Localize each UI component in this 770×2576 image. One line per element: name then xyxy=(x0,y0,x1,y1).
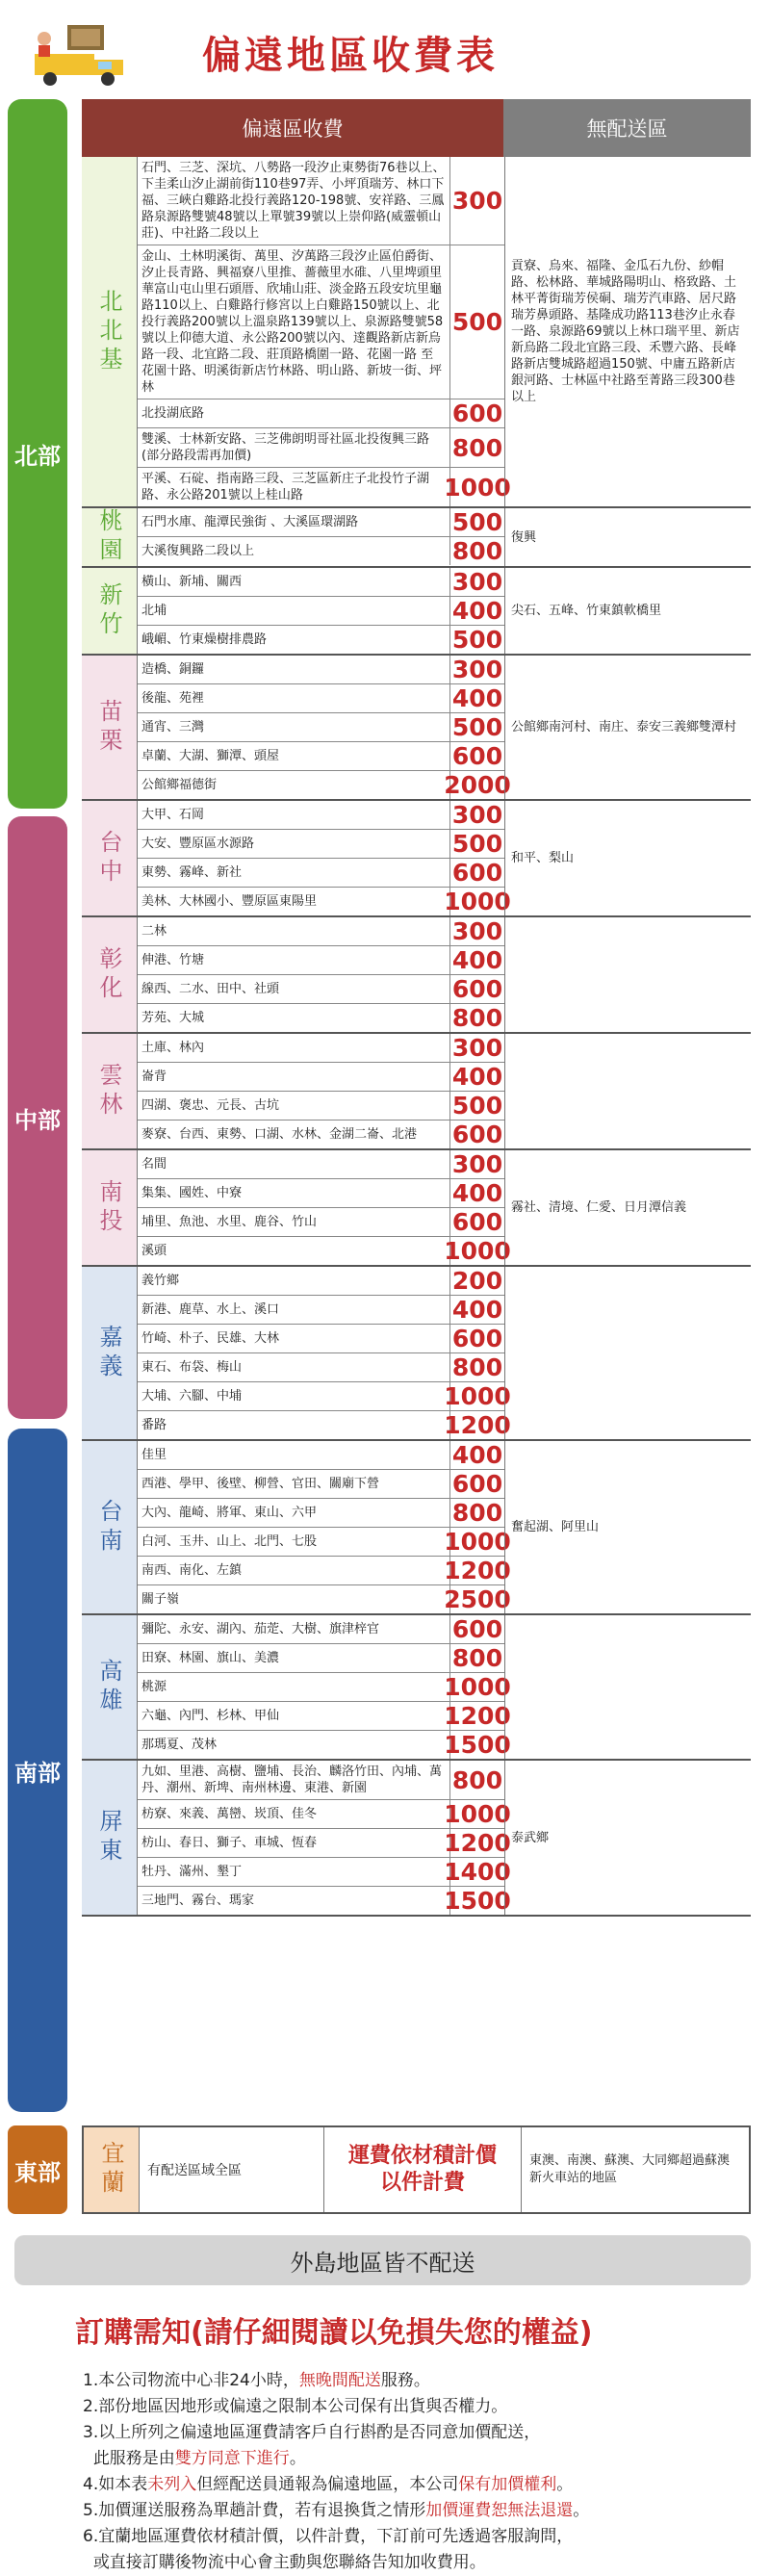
city-group xyxy=(82,568,751,656)
east-area: 有配送區域全區 xyxy=(140,2127,324,2212)
notice-item: 3.以上所列之偏遠地區運費請客戶自行斟酌是否同意加價配送， xyxy=(83,2423,541,2442)
fee-row xyxy=(138,1179,504,1208)
fee-row xyxy=(138,1150,504,1179)
no-delivery-cell: 復興 xyxy=(504,508,752,566)
fee-row xyxy=(138,801,504,830)
fee-row xyxy=(138,1237,511,1265)
city-group xyxy=(82,917,751,1034)
fee-row xyxy=(138,946,504,975)
region-north-label: 北部 xyxy=(8,99,67,809)
fee-row xyxy=(138,1411,511,1439)
area-cell: 橫山、新埔、關西 xyxy=(138,568,450,596)
fee-cell: 400 xyxy=(451,1296,503,1324)
fee-cell: 600 xyxy=(451,1121,503,1148)
city-label: 高雄 xyxy=(82,1615,138,1759)
city-group xyxy=(82,1441,751,1615)
area-cell: 那瑪夏、茂林 xyxy=(138,1731,450,1759)
area-cell: 白河、玉井、山上、北門、七股 xyxy=(138,1528,450,1556)
fee-cell: 500 xyxy=(451,508,503,536)
fee-row xyxy=(138,771,511,799)
notice-item: 此服務是由雙方同意下進行。 xyxy=(92,2449,306,2468)
header-remote-fee: 偏遠區收費 xyxy=(82,99,503,157)
fee-cell: 1000 xyxy=(444,1382,511,1410)
fee-cell: 1000 xyxy=(444,1528,511,1556)
city-group xyxy=(82,1034,751,1150)
fee-row xyxy=(138,468,511,506)
area-cell: 芳苑、大城 xyxy=(138,1004,450,1032)
fee-row xyxy=(138,1557,511,1585)
city-label: 桃園 xyxy=(82,508,138,566)
area-cell: 石門、三芝、深坑、八勢路一段汐止東勢街76巷以上、下圭柔山汐止湖前街110巷97弄、小坪頂瑞芳、林口下福、三峽白雞路北投行義路120-198號、安祥路、三鳳路泉源路雙號48號以上單號39號以上崇仰路(威靈頓山莊)、中社路二段以上 xyxy=(138,157,450,245)
page-title: 偏遠地區收費表 xyxy=(202,34,499,78)
notice-item: 4.如本表未列入但經配送員通報為偏遠地區，本公司保有加價權利。 xyxy=(83,2475,574,2494)
fee-cell: 400 xyxy=(451,946,503,974)
fee-row xyxy=(138,626,504,654)
area-cell: 枋山、春日、獅子、車城、恆春 xyxy=(138,1829,450,1857)
east-fee-line2: 以件計費 xyxy=(379,2171,465,2195)
fee-cell: 400 xyxy=(451,1063,503,1091)
fee-row xyxy=(138,1353,504,1382)
fee-cell: 1200 xyxy=(444,1702,511,1730)
fee-cell: 2000 xyxy=(444,771,511,799)
fee-row xyxy=(138,508,504,537)
city-label: 雲林 xyxy=(82,1034,138,1148)
area-cell: 大安、豐原區水源路 xyxy=(138,830,450,858)
no-delivery-cell xyxy=(504,1267,752,1439)
east-fee-line1: 運費依材積計價 xyxy=(347,2144,497,2168)
fee-cell: 400 xyxy=(451,684,503,712)
notice-list xyxy=(83,2368,747,2576)
area-cell: 番路 xyxy=(138,1411,450,1439)
fee-cell: 1000 xyxy=(444,1237,511,1265)
area-cell: 東勢、霧峰、新社 xyxy=(138,859,450,887)
fee-cell: 1200 xyxy=(444,1829,511,1857)
area-cell: 西港、學甲、後壁、柳營、官田、關廟下營 xyxy=(138,1470,450,1498)
fee-cell: 200 xyxy=(451,1267,503,1295)
fee-row xyxy=(138,684,504,713)
fee-row xyxy=(138,1267,504,1296)
fee-cell: 800 xyxy=(451,1004,503,1032)
city-label: 苗栗 xyxy=(82,656,138,799)
fee-cell: 400 xyxy=(451,597,503,625)
no-delivery-cell: 霧社、清境、仁愛、日月潭信義 xyxy=(504,1150,752,1265)
fee-cell: 1000 xyxy=(444,888,511,915)
fee-cell: 800 xyxy=(451,1644,503,1672)
fee-cell: 800 xyxy=(451,1499,503,1527)
fee-table xyxy=(82,157,751,1917)
fee-cell: 600 xyxy=(451,859,503,887)
fee-cell: 300 xyxy=(451,568,503,596)
city-label: 台中 xyxy=(82,801,138,915)
fee-cell: 800 xyxy=(451,537,503,565)
no-delivery-cell xyxy=(504,1615,752,1759)
area-cell: 金山、土林明溪街、萬里、汐萬路三段汐止區伯爵街、汐止長青路、興福寮八里推、薔薇里水碓、八里埤頭里華富山屯山里石頭厝、欣埔山莊、淡金路五段安坑里龜路110以上、白雞路行修宮以上白雞路150號以上、北投行義路200號以上溫泉路139號以上、泉源路雙號58號以上仰德大道、永公路200號以內、達觀路新店新烏路一段、北宜路二段、莊頂路橋圍一路、花園一路 至 花園十路、明溪街新店竹林路、明山路、新坡一街、坪林 xyxy=(138,245,450,399)
city-label: 屏東 xyxy=(82,1761,138,1915)
area-cell: 卓蘭、大湖、獅潭、頭屋 xyxy=(138,742,450,770)
east-no-delivery: 東澳、南澳、蘇澳、大同鄉超過蘇澳新火車站的地區 xyxy=(529,2153,731,2185)
fee-cell: 500 xyxy=(451,308,503,336)
area-cell: 名間 xyxy=(138,1150,450,1178)
area-cell: 大埔、六腳、中埔 xyxy=(138,1382,450,1410)
fee-row xyxy=(138,1092,504,1121)
fee-row xyxy=(138,1887,511,1915)
area-cell: 雙溪、士林新安路、三芝佛朗明哥社區北投復興三路(部分路段需再加價) xyxy=(138,428,450,467)
area-cell: 桃源 xyxy=(138,1673,450,1701)
fee-cell: 600 xyxy=(451,975,503,1003)
area-cell: 四湖、褒忠、元長、古坑 xyxy=(138,1092,450,1120)
delivery-truck-icon xyxy=(29,19,135,89)
city-label: 北北基 xyxy=(82,157,138,506)
area-cell: 通宵、三灣 xyxy=(138,713,450,741)
fee-cell: 300 xyxy=(451,656,503,683)
fee-cell: 1000 xyxy=(444,473,511,502)
city-group xyxy=(82,656,751,801)
header-no-delivery: 無配送區 xyxy=(503,99,751,157)
fee-row xyxy=(138,1731,511,1759)
area-cell: 平溪、石碇、指南路三段、三芝區新庄子北投竹子湖路、永公路201號以上桂山路 xyxy=(138,468,450,506)
fee-cell: 1500 xyxy=(444,1731,511,1759)
fee-row xyxy=(138,1063,504,1092)
fee-row xyxy=(138,537,504,565)
fee-row xyxy=(138,1858,511,1887)
city-label: 彰化 xyxy=(82,917,138,1032)
area-cell: 二林 xyxy=(138,917,450,945)
city-group xyxy=(82,1150,751,1267)
header xyxy=(0,0,770,96)
fee-row xyxy=(138,1382,511,1411)
east-fee xyxy=(324,2127,522,2212)
city-group xyxy=(82,1267,751,1441)
fee-row xyxy=(138,1296,504,1325)
fee-cell: 1000 xyxy=(444,1673,511,1701)
area-cell: 後龍、苑裡 xyxy=(138,684,450,712)
city-group xyxy=(82,801,751,917)
fee-row xyxy=(138,1673,511,1702)
fee-cell: 600 xyxy=(451,1208,503,1236)
area-cell: 北投湖底路 xyxy=(138,399,450,427)
fee-row xyxy=(138,1470,504,1499)
fee-cell: 500 xyxy=(451,1092,503,1120)
fee-cell: 400 xyxy=(451,1441,503,1469)
fee-cell: 1200 xyxy=(444,1557,511,1584)
area-cell: 集集、國姓、中寮 xyxy=(138,1179,450,1207)
city-group xyxy=(82,157,751,508)
fee-cell: 500 xyxy=(451,830,503,858)
east-row xyxy=(82,2125,751,2214)
area-cell: 佳里 xyxy=(138,1441,450,1469)
fee-row xyxy=(138,1004,504,1032)
fee-row xyxy=(138,597,504,626)
fee-cell: 600 xyxy=(451,399,503,427)
fee-cell: 300 xyxy=(451,801,503,829)
area-cell: 關子嶺 xyxy=(138,1585,450,1613)
island-banner: 外島地區皆不配送 xyxy=(14,2235,751,2285)
area-cell: 六龜、內門、杉林、甲仙 xyxy=(138,1702,450,1730)
area-cell: 崙背 xyxy=(138,1063,450,1091)
area-cell: 大甲、石岡 xyxy=(138,801,450,829)
notice-title: 訂購需知(請仔細閱讀以免損失您的權益) xyxy=(75,2316,593,2350)
fee-row xyxy=(138,888,511,915)
fee-cell: 1000 xyxy=(444,1800,511,1828)
fee-row xyxy=(138,1121,504,1148)
area-cell: 竹崎、朴子、民雄、大林 xyxy=(138,1325,450,1352)
fee-cell: 1500 xyxy=(444,1887,511,1915)
fee-row xyxy=(138,656,504,684)
area-cell: 東石、布袋、梅山 xyxy=(138,1353,450,1381)
fee-row xyxy=(138,1644,504,1673)
area-cell: 埔里、魚池、水里、鹿谷、竹山 xyxy=(138,1208,450,1236)
fee-cell: 800 xyxy=(451,1765,503,1794)
area-cell: 大內、龍崎、將軍、東山、六甲 xyxy=(138,1499,450,1527)
area-cell: 大溪復興路二段以上 xyxy=(138,537,450,565)
fee-row xyxy=(138,568,504,597)
fee-row xyxy=(138,917,504,946)
city-yilan: 宜蘭 xyxy=(84,2127,140,2212)
notice-item: 1.本公司物流中心非24小時，無晚間配送服務。 xyxy=(83,2371,430,2390)
fee-row xyxy=(138,1800,511,1829)
fee-cell: 500 xyxy=(451,626,503,654)
notice-item: 或直接訂購後物流中心會主動與您聯絡告知加收費用。 xyxy=(92,2553,486,2572)
fee-row xyxy=(138,1829,511,1858)
no-delivery-cell: 泰武鄉 xyxy=(504,1761,752,1915)
city-label: 嘉義 xyxy=(82,1267,138,1439)
fee-cell: 600 xyxy=(451,1615,503,1643)
area-cell: 土庫、林內 xyxy=(138,1034,450,1062)
area-cell: 線西、二水、田中、社頭 xyxy=(138,975,450,1003)
fee-row xyxy=(138,1208,504,1237)
notice-item: 2.部份地區因地形或偏遠之限制本公司保有出貨與否權力。 xyxy=(83,2397,508,2416)
fee-row xyxy=(138,399,504,428)
city-label: 新竹 xyxy=(82,568,138,654)
area-cell: 義竹鄉 xyxy=(138,1267,450,1295)
fee-row xyxy=(138,157,504,245)
no-delivery-cell: 公館鄉南河村、南庄、泰安三義鄉雙潭村 xyxy=(504,656,752,799)
area-cell: 枋寮、來義、萬巒、崁頂、佳冬 xyxy=(138,1800,450,1828)
fee-cell: 800 xyxy=(451,433,503,462)
fee-row xyxy=(138,1528,511,1557)
area-cell: 峨嵋、竹東燥樹排農路 xyxy=(138,626,450,654)
region-east-label: 東部 xyxy=(8,2125,67,2214)
fee-cell: 600 xyxy=(451,1470,503,1498)
fee-cell: 2500 xyxy=(444,1585,511,1613)
fee-row xyxy=(138,1702,511,1731)
fee-cell: 300 xyxy=(451,187,503,215)
fee-cell: 300 xyxy=(451,1034,503,1062)
fee-row xyxy=(138,975,504,1004)
fee-row xyxy=(138,1499,504,1528)
city-label: 南投 xyxy=(82,1150,138,1265)
area-cell: 造橋、銅鑼 xyxy=(138,656,450,683)
fee-row xyxy=(138,1441,504,1470)
no-delivery-cell: 尖石、五峰、竹東鎮軟橋里 xyxy=(504,568,752,654)
no-delivery-cell xyxy=(504,1034,752,1148)
city-group xyxy=(82,508,751,568)
area-cell: 彌陀、永安、湖內、茄萣、大樹、旗津梓官 xyxy=(138,1615,450,1643)
area-cell: 牡丹、滿州、墾丁 xyxy=(138,1858,450,1886)
area-cell: 九如、里港、高樹、鹽埔、長治、麟洛竹田、內埔、萬丹、潮州、新埤、南州林邊、東港、新園 xyxy=(138,1761,450,1799)
fee-row xyxy=(138,859,504,888)
area-cell: 三地門、霧台、瑪家 xyxy=(138,1887,450,1915)
city-group xyxy=(82,1615,751,1761)
region-central-label: 中部 xyxy=(8,816,67,1419)
fee-row xyxy=(138,1034,504,1063)
area-cell: 美林、大林國小、豐原區東陽里 xyxy=(138,888,450,915)
fee-row xyxy=(138,830,504,859)
fee-cell: 400 xyxy=(451,1179,503,1207)
city-group xyxy=(82,1761,751,1917)
area-cell: 公館鄉福德街 xyxy=(138,771,450,799)
region-south-label: 南部 xyxy=(8,1429,67,2112)
fee-cell: 800 xyxy=(451,1353,503,1381)
city-label: 台南 xyxy=(82,1441,138,1613)
notice-item: 5.加價運送服務為單趟計費，若有退換貨之情形加價運費恕無法退還。 xyxy=(83,2501,590,2520)
notice-item: 6.宜蘭地區運費依材積計價，以件計費，下訂前可先透過客服詢問， xyxy=(83,2527,574,2546)
fee-cell: 600 xyxy=(451,742,503,770)
area-cell: 北埔 xyxy=(138,597,450,625)
no-delivery-cell: 貢寮、烏來、福隆、金瓜石九份、紗帽路、松林路、華城路陽明山、格致路、土林平菁街瑞芳侯硐、瑞芳汽車路、居尺路瑞芳鼻頭路、基隆成功路113巷汐止永春一路、泉源路69號以上林口瑞平里、新店新烏路二段北宜路三段、禾豐六路、長峰路新店雙城路超過150號、中庸五路新店銀河路、士林區中社路至菁路三段300巷以上 xyxy=(504,157,752,506)
fee-row xyxy=(138,245,504,399)
fee-cell: 300 xyxy=(451,917,503,945)
fee-row xyxy=(138,1615,504,1644)
no-delivery-cell: 奮起湖、阿里山 xyxy=(504,1441,752,1613)
area-cell: 南西、南化、左鎮 xyxy=(138,1557,450,1584)
fee-row xyxy=(138,1761,504,1800)
fee-cell: 1400 xyxy=(444,1858,511,1886)
area-cell: 田寮、林園、旗山、美濃 xyxy=(138,1644,450,1672)
fee-cell: 300 xyxy=(451,1150,503,1178)
fee-row xyxy=(138,428,504,468)
fee-cell: 600 xyxy=(451,1325,503,1352)
fee-row xyxy=(138,713,504,742)
area-cell: 麥寮、台西、東勢、口湖、水林、金湖二崙、北港 xyxy=(138,1121,450,1148)
area-cell: 伸港、竹塘 xyxy=(138,946,450,974)
fee-cell: 500 xyxy=(451,713,503,741)
area-cell: 石門水庫、龍潭民強街 、大溪區環湖路 xyxy=(138,508,450,536)
fee-row xyxy=(138,1325,504,1353)
fee-row xyxy=(138,742,504,771)
fee-cell: 1200 xyxy=(444,1411,511,1439)
area-cell: 溪頭 xyxy=(138,1237,450,1265)
area-cell: 新港、鹿草、水上、溪口 xyxy=(138,1296,450,1324)
fee-row xyxy=(138,1585,511,1613)
no-delivery-cell: 和平、梨山 xyxy=(504,801,752,915)
no-delivery-cell xyxy=(504,917,752,1032)
